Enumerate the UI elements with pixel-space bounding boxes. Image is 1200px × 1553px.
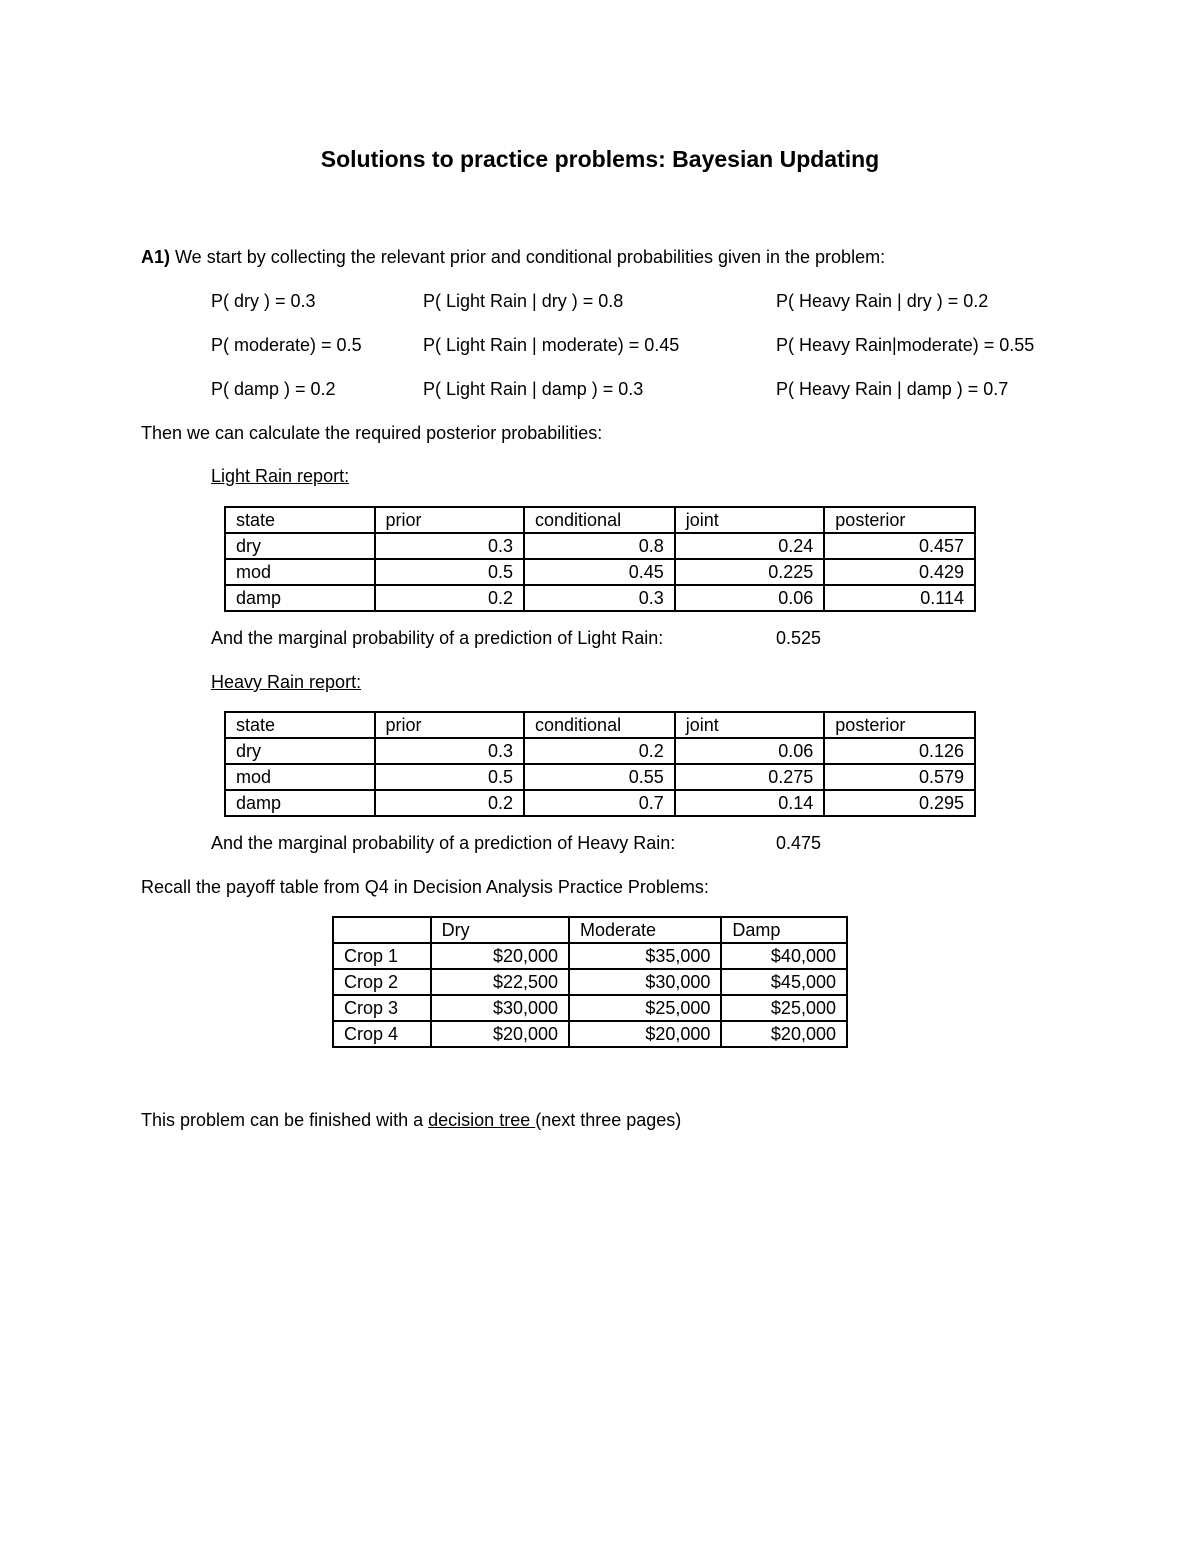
table-cell: 0.24: [675, 533, 825, 559]
header-cell: Moderate: [569, 917, 721, 943]
table-cell: mod: [225, 764, 375, 790]
posterior-intro: Then we can calculate the required posterior probabilities:: [141, 423, 603, 443]
table-cell: 0.8: [524, 533, 675, 559]
table-cell: mod: [225, 559, 375, 585]
prior-damp: P( damp ) = 0.2: [211, 379, 336, 399]
header-cell: state: [225, 712, 375, 738]
header-cell: Damp: [721, 917, 847, 943]
table-row: [333, 969, 847, 995]
table-header-row: [225, 507, 975, 533]
table-cell: 0.3: [375, 533, 524, 559]
problem-label: A1): [141, 247, 171, 267]
table-cell: 0.5: [375, 559, 524, 585]
table-cell: 0.06: [675, 738, 825, 764]
table-cell: 0.2: [375, 585, 524, 611]
table-cell: 0.2: [524, 738, 675, 764]
heavy-marginal-label: And the marginal probability of a prediction of Heavy Rain:: [211, 833, 676, 853]
table-cell: $25,000: [569, 995, 721, 1021]
light-rain-table: [224, 506, 976, 612]
table-header-row: [225, 712, 975, 738]
table-cell: 0.06: [675, 585, 825, 611]
table-cell: 0.2: [375, 790, 524, 816]
table-cell: 0.579: [824, 764, 975, 790]
header-cell: joint: [675, 712, 825, 738]
table-cell: 0.126: [824, 738, 975, 764]
heavy-report-heading: Heavy Rain report:: [211, 672, 362, 692]
light-marginal-label: And the marginal probability of a prediction of Light Rain:: [211, 628, 664, 648]
table-cell: 0.45: [524, 559, 675, 585]
payoff-table: [332, 916, 848, 1048]
header-cell: Dry: [431, 917, 569, 943]
header-cell: conditional: [524, 507, 675, 533]
cond-light-damp: P( Light Rain | damp ) = 0.3: [423, 379, 644, 399]
table-row: [225, 585, 975, 611]
table-cell: $20,000: [721, 1021, 847, 1047]
header-cell: joint: [675, 507, 825, 533]
table-cell: 0.3: [524, 585, 675, 611]
table-cell: 0.429: [824, 559, 975, 585]
header-cell: prior: [375, 712, 524, 738]
table-cell: $30,000: [431, 995, 569, 1021]
cond-heavy-dry: P( Heavy Rain | dry ) = 0.2: [776, 291, 989, 311]
table-cell: $30,000: [569, 969, 721, 995]
table-cell: Crop 4: [333, 1021, 431, 1047]
header-cell: posterior: [824, 507, 975, 533]
table-cell: 0.295: [824, 790, 975, 816]
heavy-marginal-value: 0.475: [776, 833, 822, 853]
header-cell: state: [225, 507, 375, 533]
table-cell: damp: [225, 585, 375, 611]
table-row: [225, 559, 975, 585]
table-row: [225, 790, 975, 816]
table-cell: 0.7: [524, 790, 675, 816]
table-cell: $20,000: [431, 943, 569, 969]
table-cell: 0.14: [675, 790, 825, 816]
table-cell: 0.275: [675, 764, 825, 790]
table-row: [225, 533, 975, 559]
table-cell: 0.457: [824, 533, 975, 559]
cond-light-moderate: P( Light Rain | moderate) = 0.45: [423, 335, 680, 355]
table-cell: dry: [225, 738, 375, 764]
light-marginal-value: 0.525: [776, 628, 822, 648]
closing-paragraph: [141, 1110, 681, 1131]
closing-text-end: (next three pages): [535, 1110, 682, 1130]
header-cell: [333, 917, 431, 943]
table-cell: $22,500: [431, 969, 569, 995]
table-cell: 0.55: [524, 764, 675, 790]
table-cell: $20,000: [431, 1021, 569, 1047]
header-cell: posterior: [824, 712, 975, 738]
light-report-heading: Light Rain report:: [211, 466, 350, 486]
table-cell: Crop 1: [333, 943, 431, 969]
table-cell: $35,000: [569, 943, 721, 969]
table-row: [333, 943, 847, 969]
cond-light-dry: P( Light Rain | dry ) = 0.8: [423, 291, 624, 311]
table-cell: damp: [225, 790, 375, 816]
table-header-row: [333, 917, 847, 943]
cond-heavy-damp: P( Heavy Rain | damp ) = 0.7: [776, 379, 1009, 399]
table-row: [333, 1021, 847, 1047]
table-cell: Crop 2: [333, 969, 431, 995]
prior-moderate: P( moderate) = 0.5: [211, 335, 362, 355]
intro-paragraph: [141, 247, 885, 268]
page-title: Solutions to practice problems: Bayesian Updating: [320, 146, 880, 172]
table-row: [225, 764, 975, 790]
decision-tree-link: decision tree: [428, 1110, 536, 1130]
payoff-intro: Recall the payoff table from Q4 in Decision Analysis Practice Problems:: [141, 877, 709, 897]
header-cell: conditional: [524, 712, 675, 738]
table-row: [225, 738, 975, 764]
table-cell: $40,000: [721, 943, 847, 969]
table-cell: $45,000: [721, 969, 847, 995]
table-cell: Crop 3: [333, 995, 431, 1021]
table-cell: 0.114: [824, 585, 975, 611]
intro-text: We start by collecting the relevant prior and conditional probabilities given in the problem:: [170, 247, 886, 267]
header-cell: prior: [375, 507, 524, 533]
heavy-rain-table: [224, 711, 976, 817]
closing-text: This problem can be finished with a: [141, 1110, 429, 1130]
table-cell: dry: [225, 533, 375, 559]
cond-heavy-moderate: P( Heavy Rain|moderate) = 0.55: [776, 335, 1035, 355]
table-cell: 0.225: [675, 559, 825, 585]
table-cell: 0.3: [375, 738, 524, 764]
prior-dry: P( dry ) = 0.3: [211, 291, 316, 311]
table-cell: $25,000: [721, 995, 847, 1021]
table-cell: $20,000: [569, 1021, 721, 1047]
table-row: [333, 995, 847, 1021]
table-cell: 0.5: [375, 764, 524, 790]
